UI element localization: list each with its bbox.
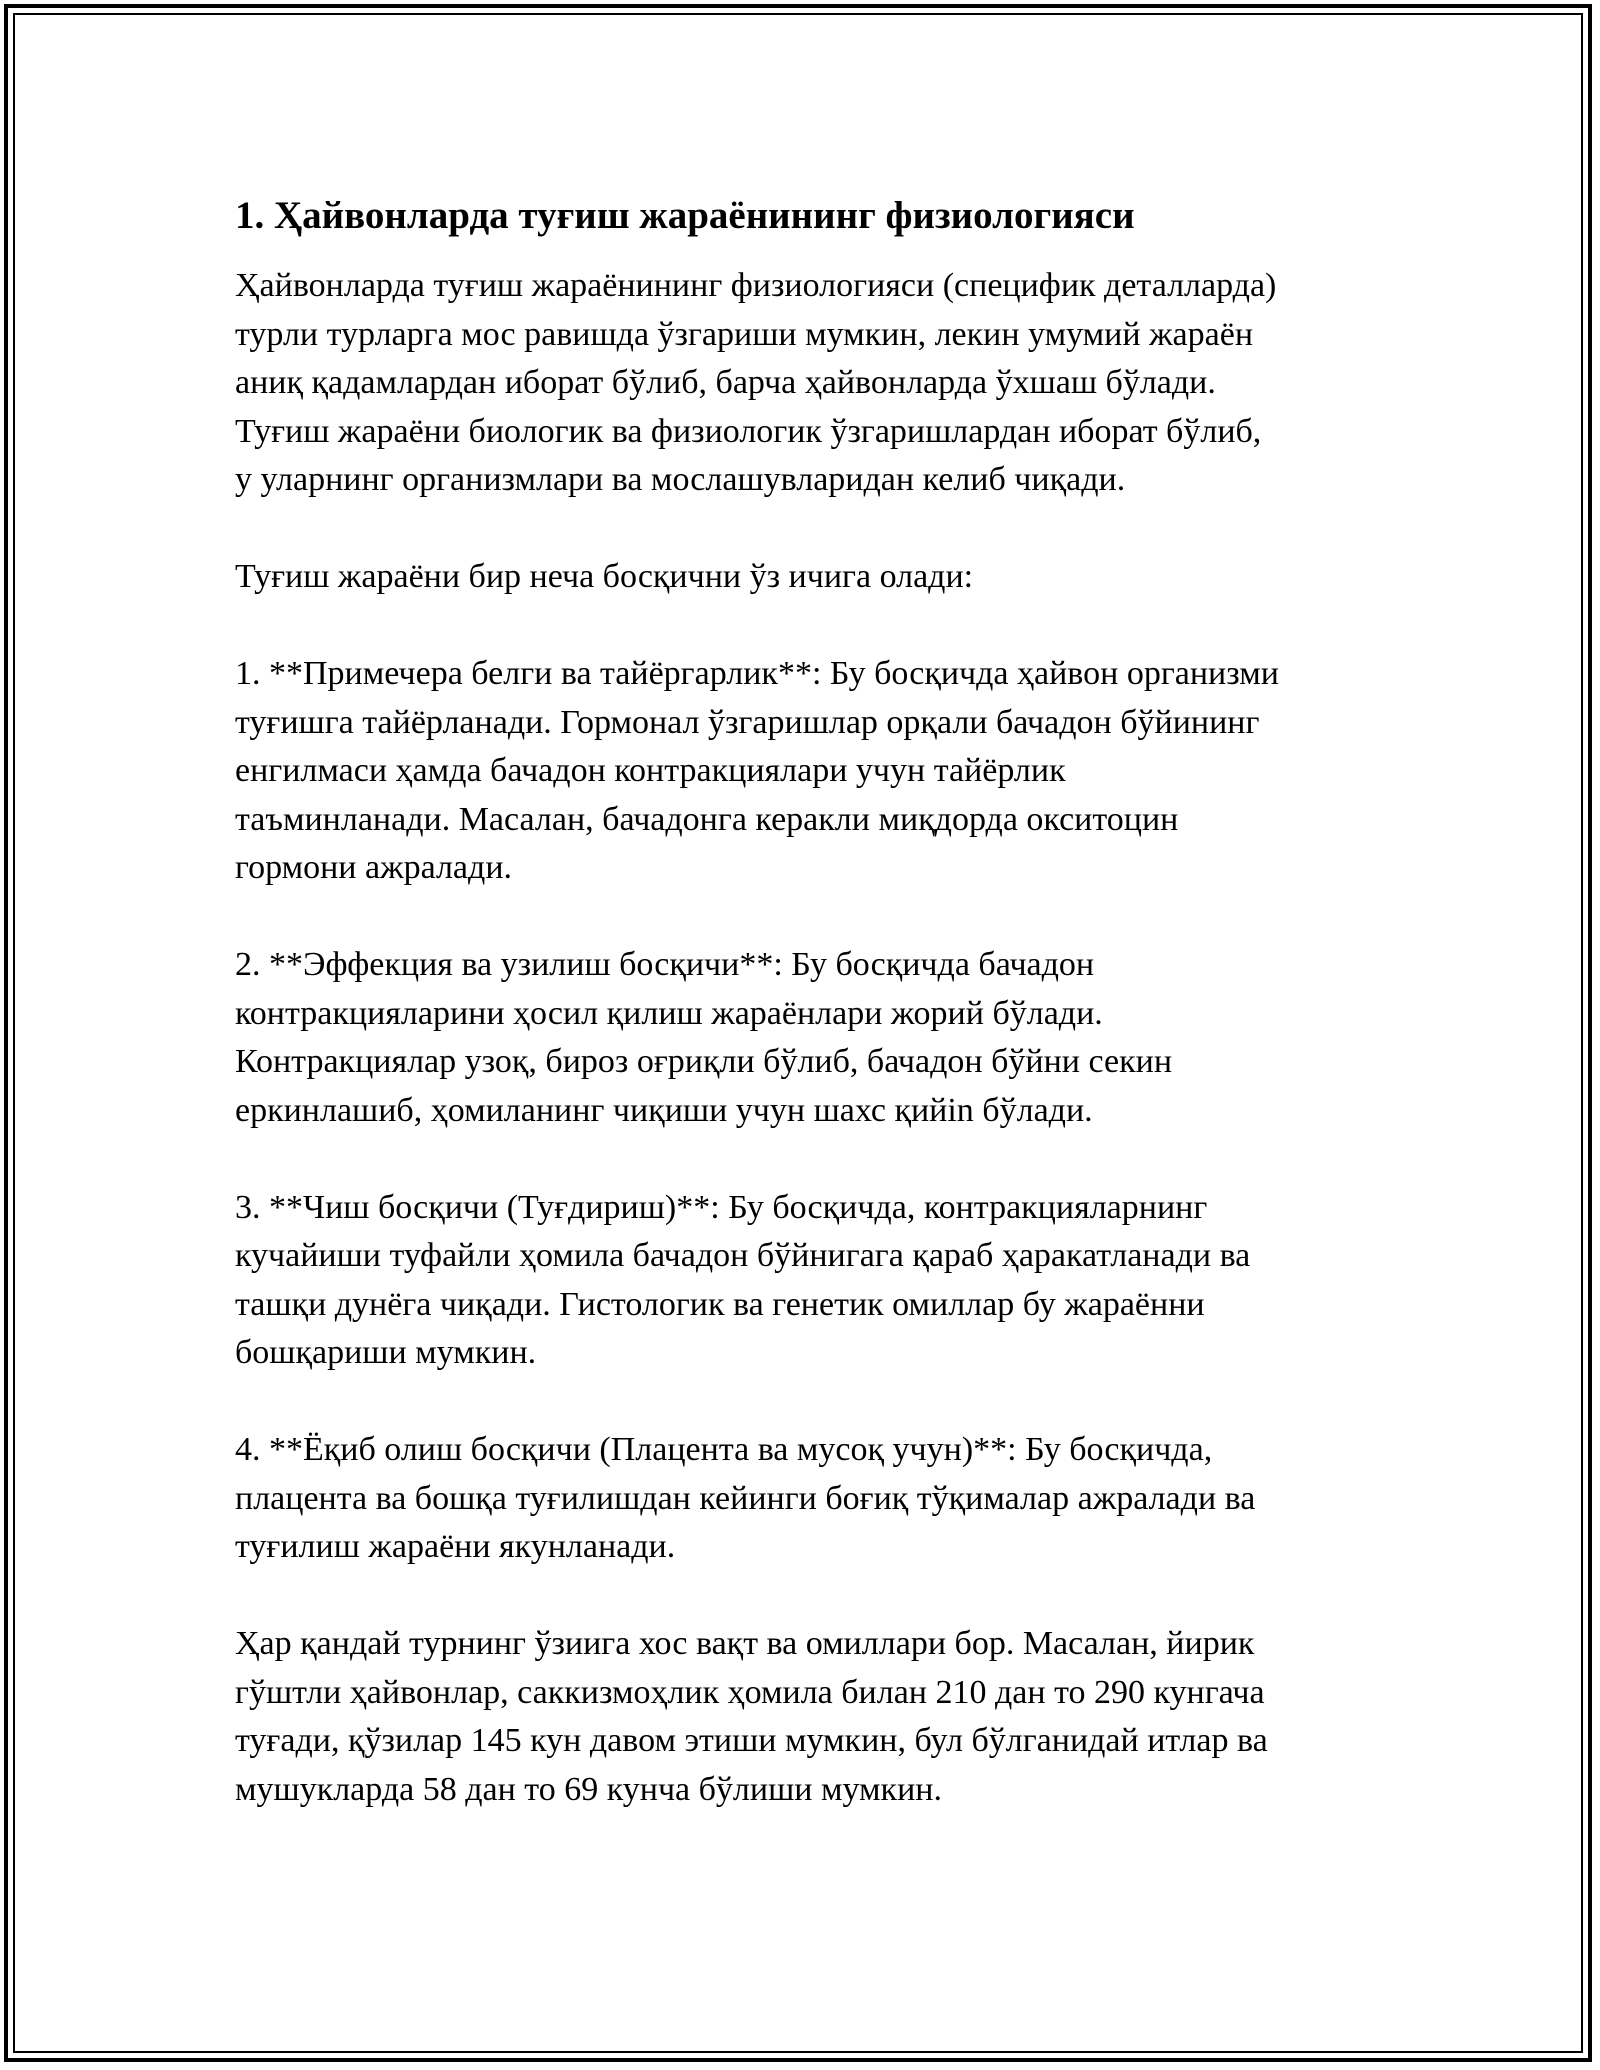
paragraph — [235, 1620, 1415, 1814]
text-line: енгилмаси ҳамда бачадон контракциялари учун тайёрлик — [235, 752, 1066, 789]
text-line: ташқи дунёга чиқади. Гистологик ва генетик омиллар бу жараённи — [235, 1285, 1205, 1323]
text-line: Ҳайвонларда туғиш жараёнининг физиологияси (специфик деталларда) — [235, 267, 1277, 304]
text-line: 2. **Эффекция ва узилиш босқичи**: Бу босқичда бачадон — [235, 946, 1095, 983]
paragraph — [235, 650, 1415, 893]
document-body — [235, 188, 1415, 1863]
text-line: аниқ қадамлардан иборат бўлиб, барча ҳайвонларда ўхшаш бўлади. — [235, 364, 1216, 401]
text-line: турли турларга мос равишда ўзгариши мумкин, лекин умумий жараён — [235, 315, 1254, 353]
paragraph — [235, 941, 1415, 1135]
text-line: 3. **Чиш босқичи (Туғдириш)**: Бу босқичда, контракцияларнинг — [235, 1188, 1208, 1226]
text-line: таъминланади. Масалан, бачадонга керакли миқдорда окситоцин — [235, 800, 1179, 838]
text-line: 1. **Примечера белги ва тайёргарлик**: Бу босқичда ҳайвон организми — [235, 655, 1279, 692]
text-line: Ҳар қандай турнинг ўзиига хос вақт ва омиллари бор. Масалан, йирик — [235, 1625, 1255, 1662]
text-line: гормони ажралади. — [235, 849, 513, 886]
text-line: гўштли ҳайвонлар, саккизмоҳлик ҳомила билан 210 дан то 290 кунгача — [235, 1673, 1265, 1711]
text-line: Туғиш жараёни биологик ва физиологик ўзгаришлардан иборат бўлиб, — [235, 412, 1262, 450]
paragraph — [235, 553, 1415, 602]
paragraph — [235, 262, 1415, 505]
text-line: бошқариши мумкин. — [235, 1334, 537, 1371]
text-line: туғилиш жараёни якунланади. — [235, 1528, 676, 1565]
text-line: мушукларда 58 дан то 69 кунча бўлиши мумкин. — [235, 1770, 942, 1808]
text-line: еркинлашиб, ҳомиланинг чиқиши учун шахс қийin бўлади. — [235, 1091, 1093, 1129]
text-line: туғади, қўзилар 145 кун давом этиши мумкин, бул бўлганидай итлар ва — [235, 1722, 1268, 1759]
text-line: 4. **Ёқиб олиш босқичи (Плацента ва мусоқ учун)**: Бу босқичда, — [235, 1431, 1213, 1468]
text-line: у уларнинг организмлари ва мослашувларидан келиб чиқади. — [235, 461, 1126, 498]
text-line: контракцияларини ҳосил қилиш жараёнлари жорий бўлади. — [235, 994, 1103, 1032]
text-line: Туғиш жараёни бир неча босқични ўз ичига олади: — [235, 558, 974, 595]
paragraph-list — [235, 262, 1415, 1814]
document-title: 1. Ҳайвонларда туғиш жараёнининг физиологияси — [235, 194, 1135, 237]
paragraph — [235, 1184, 1415, 1378]
text-line: плацента ва бошқа туғилишдан кейинги боғиқ тўқималар ажралади ва — [235, 1479, 1256, 1517]
text-line: кучайиши туфайли ҳомила бачадон бўйнигага қараб ҳаракатланади ва — [235, 1237, 1251, 1274]
text-line: туғишга тайёрланади. Гормонал ўзгаришлар орқали бачадон бўйининг — [235, 703, 1260, 741]
paragraph — [235, 1426, 1415, 1572]
text-line: Контракциялар узоқ, бироз оғриқли бўлиб, бачадон бўйни секин — [235, 1043, 1173, 1080]
